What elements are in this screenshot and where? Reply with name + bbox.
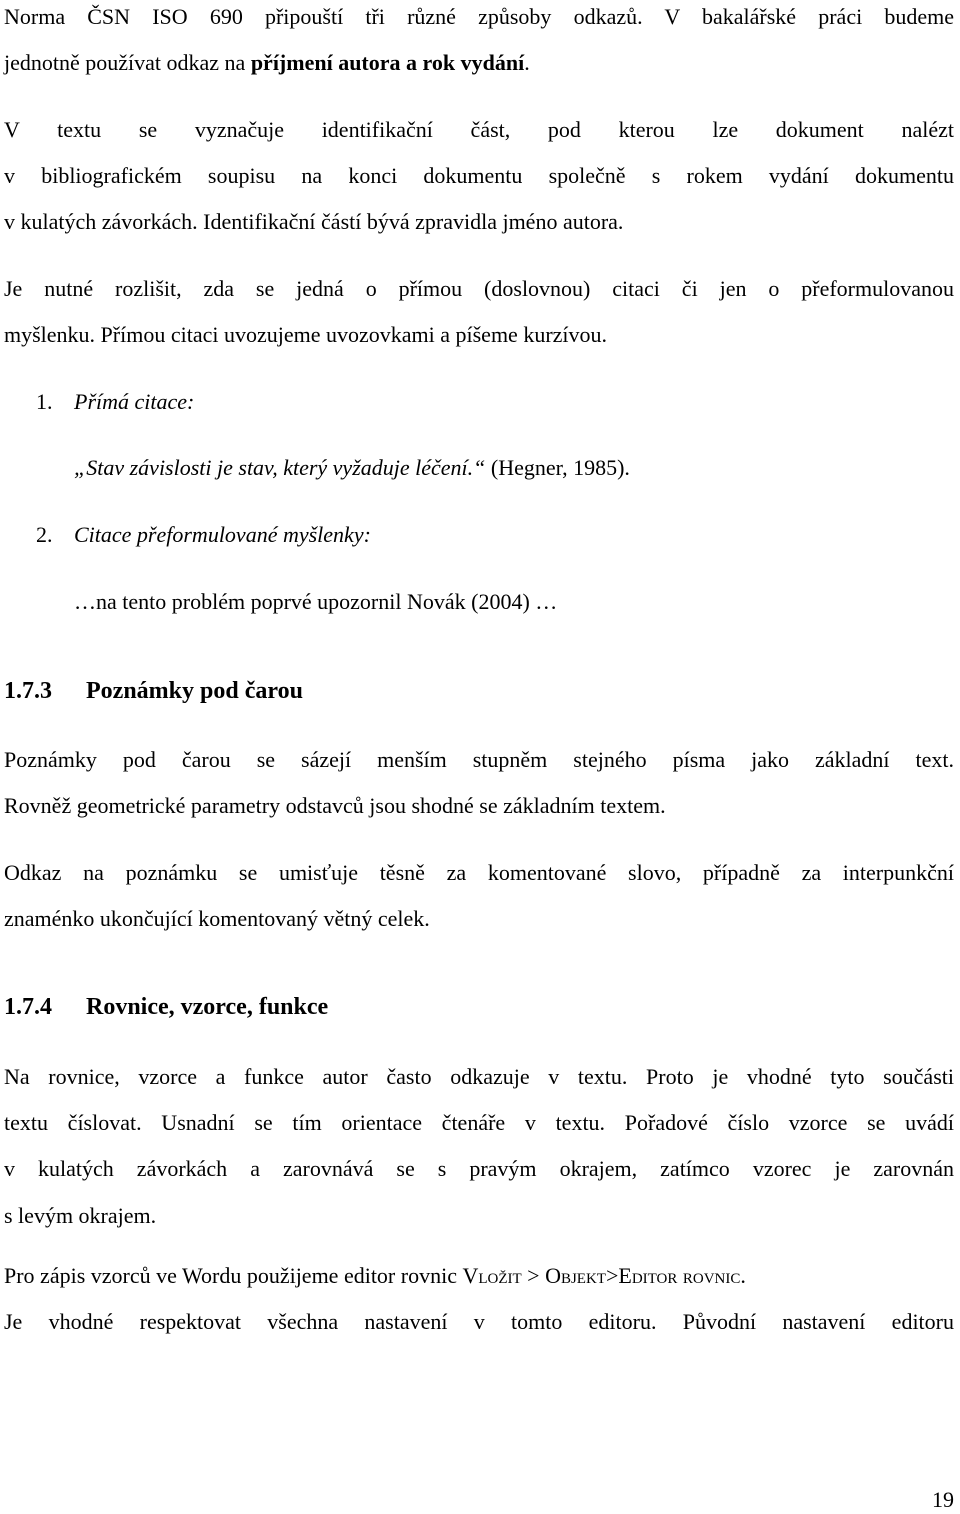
quote-line xyxy=(74,453,954,483)
paragraph-line xyxy=(4,1261,954,1291)
text: jednotně používat odkaz na xyxy=(4,50,251,75)
text: . xyxy=(524,50,530,75)
text: Je vhodné respektovat všechna nastavení v tomto editoru. Původní nastavení editoru xyxy=(4,1309,954,1334)
text: textu číslovat. Usnadní se tím orientace čtenáře v textu. Pořadové číslo vzorce se uvádí xyxy=(4,1110,954,1135)
section-heading xyxy=(4,990,328,1024)
quoted-text: „Stav závislosti je stav, který vyžaduje léčení.“ xyxy=(74,455,486,480)
text: s levým okrajem. xyxy=(4,1203,157,1228)
text: Pro zápis vzorců ve Wordu použijeme editor rovnic xyxy=(4,1263,463,1288)
paragraph-line xyxy=(4,1307,954,1337)
bold-text: příjmení autora a rok vydání xyxy=(250,50,525,75)
paragraph-line xyxy=(4,1108,954,1138)
paragraph-line xyxy=(4,274,954,304)
paragraph-line xyxy=(4,1062,954,1092)
list-item xyxy=(36,520,954,550)
list-label: Citace přeformulované myšlenky: xyxy=(74,522,371,547)
text: znaménko ukončující komentovaný větný celek. xyxy=(4,906,430,931)
paragraph-line xyxy=(4,207,954,237)
text: v bibliografickém soupisu na konci dokumentu společně s rokem vydání dokumentu xyxy=(4,163,954,188)
list-item xyxy=(36,387,954,417)
paragraph-line xyxy=(4,791,954,821)
text: V textu se vyznačuje identifikační část, pod kterou lze dokument nalézt xyxy=(4,117,954,142)
quote-line xyxy=(74,587,954,617)
list-label: Přímá citace: xyxy=(74,389,195,414)
page-number: 19 xyxy=(932,1487,954,1512)
paragraph-line xyxy=(4,115,954,145)
paragraph-line xyxy=(4,858,954,888)
section-number: 1.7.3 xyxy=(4,678,52,704)
menu-path: Vložit > Objekt>Editor rovnic xyxy=(462,1263,741,1288)
text: Poznámky pod čarou se sázejí menším stupněm stejného písma jako základní text. xyxy=(4,747,954,772)
paragraph-line xyxy=(4,48,954,78)
paragraph-line xyxy=(4,745,954,775)
text: Na rovnice, vzorce a funkce autor často odkazuje v textu. Proto je vhodné tyto součásti xyxy=(4,1064,954,1089)
citation: (Hegner, 1985). xyxy=(485,455,630,480)
list-number: 2. xyxy=(36,522,53,547)
text: Odkaz na poznámku se umisťuje těsně za komentované slovo, případně za interpunkční xyxy=(4,860,954,885)
list-number: 1. xyxy=(36,389,53,414)
paragraph-line xyxy=(4,161,954,191)
text: v kulatých závorkách a zarovnává se s pravým okrajem, zatímco vzorec je zarovnán xyxy=(4,1156,954,1181)
section-title: Poznámky pod čarou xyxy=(86,678,303,704)
section-number: 1.7.4 xyxy=(4,994,52,1020)
text: myšlenku. Přímou citaci uvozujeme uvozovkami a píšeme kurzívou. xyxy=(4,322,608,347)
section-title: Rovnice, vzorce, funkce xyxy=(86,994,329,1020)
text: Norma ČSN ISO 690 připouští tři různé způsoby odkazů. V bakalářské práci budeme xyxy=(4,4,954,29)
paraphrase-text: …na tento problém poprvé upozornil Novák (2004) … xyxy=(74,589,558,614)
text: Je nutné rozlišit, zda se jedná o přímou (doslovnou) citaci či jen o přeformulovanou xyxy=(4,276,954,301)
section-heading xyxy=(4,674,303,708)
text: . xyxy=(740,1263,746,1288)
paragraph-line xyxy=(4,904,954,934)
paragraph-line xyxy=(4,320,954,350)
paragraph-line xyxy=(4,2,954,32)
text: Rovněž geometrické parametry odstavců jsou shodné se základním textem. xyxy=(4,793,666,818)
paragraph-line xyxy=(4,1154,954,1184)
paragraph-line xyxy=(4,1201,954,1231)
text: v kulatých závorkách. Identifikační částí bývá zpravidla jméno autora. xyxy=(4,209,624,234)
